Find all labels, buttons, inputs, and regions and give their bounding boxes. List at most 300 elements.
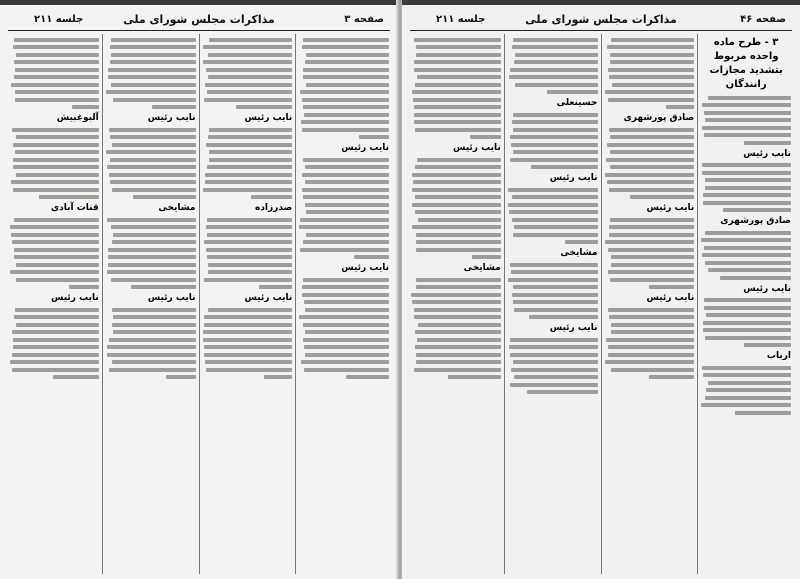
text-line — [304, 300, 389, 304]
text-line — [514, 375, 598, 379]
text-line — [508, 203, 597, 207]
text-line — [302, 98, 389, 102]
text-line — [608, 248, 695, 252]
text-line — [209, 128, 293, 132]
text-line — [300, 248, 389, 252]
text-line — [16, 173, 99, 177]
text-line — [416, 53, 501, 57]
text-line — [515, 53, 598, 57]
publication-title: مذاکرات مجلس شورای ملی — [123, 13, 275, 26]
text-line — [111, 278, 195, 282]
text-line — [414, 120, 501, 124]
text-line — [609, 315, 694, 319]
text-line — [513, 113, 598, 117]
text-line — [411, 293, 501, 297]
text-line — [418, 323, 501, 327]
text-line — [448, 375, 500, 379]
text-line — [702, 366, 791, 370]
text-line — [111, 225, 195, 229]
text-column — [295, 34, 392, 574]
text-line — [300, 90, 389, 94]
text-line — [417, 158, 501, 162]
text-line — [723, 208, 791, 212]
text-line — [609, 188, 694, 192]
text-line — [510, 135, 598, 139]
text-line — [514, 225, 597, 229]
text-line — [515, 83, 598, 87]
text-line — [11, 83, 99, 87]
text-line — [204, 323, 293, 327]
text-line — [608, 98, 694, 102]
text-line — [415, 83, 500, 87]
text-line — [472, 255, 501, 259]
text-line — [416, 45, 501, 49]
text-line — [13, 45, 99, 49]
text-line — [304, 113, 389, 117]
text-line — [205, 180, 292, 184]
text-line — [607, 180, 694, 184]
text-line — [111, 53, 195, 57]
text-line — [415, 165, 500, 169]
scan-edge — [402, 0, 800, 5]
text-line — [14, 315, 99, 319]
text-line — [510, 68, 598, 72]
text-line — [609, 75, 694, 79]
speaker-name: نایب رئیس — [341, 143, 389, 153]
speaker-name: نایب رئیس — [147, 113, 196, 123]
text-line — [609, 128, 694, 132]
text-line — [16, 323, 99, 327]
text-line — [302, 285, 389, 289]
text-line — [16, 53, 99, 57]
text-line — [508, 278, 597, 282]
speaker-name: مشایخی — [463, 263, 501, 273]
text-line — [513, 360, 598, 364]
text-line — [108, 248, 196, 252]
text-line — [510, 338, 597, 342]
text-line — [12, 128, 99, 132]
text-line — [113, 233, 196, 237]
text-line — [412, 90, 501, 94]
text-line — [610, 218, 694, 222]
text-line — [705, 118, 791, 122]
speaker-name: نایب رئیس — [147, 293, 196, 303]
text-line — [204, 315, 292, 319]
text-line — [611, 323, 694, 327]
text-line — [416, 360, 500, 364]
text-column — [102, 34, 199, 574]
text-line — [527, 390, 597, 394]
text-line — [509, 210, 597, 214]
text-line — [704, 298, 791, 302]
text-line — [414, 315, 500, 319]
text-line — [704, 133, 791, 137]
text-line — [303, 68, 389, 72]
text-line — [510, 263, 598, 267]
text-line — [107, 353, 196, 357]
text-line — [511, 270, 598, 274]
text-line — [702, 103, 791, 107]
text-line — [701, 238, 791, 242]
speaker-name: صدرزاده — [254, 203, 293, 213]
text-line — [513, 233, 597, 237]
text-line — [206, 248, 292, 252]
text-line — [512, 293, 597, 297]
text-line — [706, 388, 791, 392]
text-line — [305, 60, 389, 64]
text-line — [251, 195, 293, 199]
text-line — [513, 285, 598, 289]
text-line — [206, 68, 292, 72]
page-number: صفحه ۴۶ — [740, 14, 786, 25]
text-line — [112, 308, 196, 312]
text-line — [209, 158, 292, 162]
text-line — [720, 276, 791, 280]
text-line — [607, 45, 694, 49]
speaker-name: نایب رئیس — [549, 173, 598, 183]
speaker-name: نایب رئیس — [244, 293, 293, 303]
text-line — [305, 308, 389, 312]
text-line — [609, 233, 695, 237]
text-line — [209, 150, 292, 154]
text-line — [416, 278, 501, 282]
text-line — [112, 360, 196, 364]
text-line — [608, 308, 694, 312]
text-line — [208, 135, 292, 139]
speaker-name: نایب رئیس — [452, 143, 501, 153]
text-line — [744, 141, 791, 145]
speaker-name: نایب رئیس — [50, 293, 99, 303]
speaker-name: مشایخی — [560, 248, 598, 258]
text-line — [203, 338, 292, 342]
text-line — [510, 158, 597, 162]
text-line — [10, 360, 99, 364]
text-line — [106, 90, 195, 94]
text-line — [705, 396, 791, 400]
text-line — [413, 98, 501, 102]
left-page — [0, 0, 398, 579]
text-line — [16, 135, 99, 139]
text-line — [110, 45, 195, 49]
text-line — [531, 165, 598, 169]
text-line — [301, 120, 389, 124]
text-line — [705, 231, 791, 235]
text-line — [207, 165, 293, 169]
text-line — [305, 180, 389, 184]
text-line — [107, 345, 196, 349]
text-line — [414, 68, 501, 72]
text-line — [109, 368, 195, 372]
text-line — [110, 135, 196, 139]
text-columns — [6, 34, 392, 574]
text-line — [206, 143, 292, 147]
text-line — [208, 308, 293, 312]
text-line — [206, 225, 292, 229]
text-line — [16, 278, 99, 282]
text-line — [611, 263, 695, 267]
text-column — [199, 34, 296, 574]
text-line — [205, 173, 292, 177]
text-line — [704, 111, 791, 115]
text-line — [113, 330, 196, 334]
text-line — [412, 300, 500, 304]
text-line — [354, 255, 389, 259]
text-line — [302, 45, 389, 49]
text-line — [208, 75, 292, 79]
speaker-name: قنات آبادی — [50, 203, 99, 213]
text-line — [416, 240, 500, 244]
text-line — [205, 83, 292, 87]
text-line — [236, 105, 292, 109]
text-line — [703, 201, 791, 205]
text-line — [306, 83, 389, 87]
text-line — [203, 45, 292, 49]
text-line — [705, 178, 791, 182]
text-line — [704, 306, 791, 310]
text-line — [300, 218, 389, 222]
text-line — [412, 225, 501, 229]
text-line — [112, 240, 196, 244]
text-line — [305, 165, 389, 169]
text-line — [414, 38, 501, 42]
text-line — [610, 165, 695, 169]
session-number: جلسه ۲۱۱ — [436, 14, 486, 25]
text-line — [152, 105, 195, 109]
text-line — [110, 60, 195, 64]
text-line — [414, 105, 500, 109]
text-line — [13, 338, 99, 342]
text-line — [16, 263, 99, 267]
text-line — [108, 255, 196, 259]
text-line — [53, 375, 99, 379]
text-line — [649, 285, 694, 289]
text-line — [414, 308, 501, 312]
text-line — [306, 53, 389, 57]
text-line — [703, 193, 791, 197]
text-column — [408, 34, 504, 574]
text-line — [610, 53, 694, 57]
text-line — [109, 128, 196, 132]
text-line — [305, 330, 389, 334]
text-line — [611, 255, 694, 259]
text-line — [133, 195, 196, 199]
text-line — [612, 83, 695, 87]
text-line — [605, 240, 694, 244]
speaker-name: صادق پورشهری — [623, 113, 695, 123]
text-line — [508, 188, 597, 192]
text-line — [14, 255, 99, 259]
text-line — [112, 143, 195, 147]
text-line — [705, 186, 791, 190]
text-line — [15, 68, 99, 72]
text-line — [108, 68, 195, 72]
text-line — [414, 60, 501, 64]
text-line — [414, 368, 500, 372]
speaker-name: نایب رئیس — [743, 283, 791, 294]
text-line — [11, 180, 99, 184]
text-line — [209, 38, 292, 42]
text-line — [304, 345, 389, 349]
speaker-name: ارباب — [766, 351, 791, 361]
text-line — [744, 343, 791, 347]
text-line — [606, 158, 694, 162]
speaker-name: صادق پورشهری — [720, 216, 791, 226]
text-line — [14, 218, 99, 222]
speaker-name: نایب رئیس — [646, 203, 695, 213]
section-heading: ۳ - طرح ماده واحده مربوط بتشدید مجازات رانندگان — [709, 37, 783, 90]
text-line — [39, 195, 99, 199]
text-line — [112, 323, 195, 327]
speaker-name: نایب رئیس — [341, 263, 389, 273]
text-line — [264, 375, 292, 379]
text-line — [610, 278, 694, 282]
text-line — [649, 375, 694, 379]
text-line — [207, 233, 293, 237]
text-line — [303, 323, 389, 327]
text-line — [111, 83, 195, 87]
text-line — [304, 368, 389, 372]
text-line — [418, 218, 501, 222]
text-line — [10, 270, 99, 274]
text-line — [513, 128, 597, 132]
text-line — [565, 240, 598, 244]
text-line — [303, 278, 389, 282]
text-line — [303, 75, 389, 79]
text-line — [608, 353, 695, 357]
text-line — [306, 233, 389, 237]
text-line — [12, 353, 98, 357]
text-columns — [408, 34, 794, 574]
text-line — [703, 328, 791, 332]
text-line — [204, 278, 292, 282]
text-line — [12, 240, 99, 244]
text-line — [204, 240, 293, 244]
text-line — [417, 338, 501, 342]
speaker-name: نایب رئیس — [244, 113, 293, 123]
text-line — [15, 90, 99, 94]
text-line — [415, 330, 501, 334]
text-line — [305, 353, 389, 357]
text-line — [416, 285, 501, 289]
text-line — [701, 403, 791, 407]
text-column — [601, 34, 698, 574]
text-line — [606, 338, 694, 342]
text-line — [512, 120, 597, 124]
text-line — [412, 188, 501, 192]
speaker-name: نایب رئیس — [743, 148, 791, 159]
text-line — [205, 360, 292, 364]
speaker-name: نایب رئیس — [549, 323, 598, 333]
text-line — [359, 135, 389, 139]
text-line — [14, 60, 99, 64]
text-line — [702, 171, 791, 175]
text-line — [113, 98, 196, 102]
text-line — [416, 248, 500, 252]
text-line — [299, 315, 389, 319]
text-line — [513, 150, 597, 154]
text-line — [303, 158, 389, 162]
text-line — [203, 60, 292, 64]
text-line — [610, 150, 694, 154]
text-line — [107, 270, 196, 274]
text-line — [207, 90, 292, 94]
text-line — [702, 163, 792, 167]
speaker-name: حسینعلی — [556, 98, 598, 108]
text-line — [703, 321, 791, 325]
text-line — [611, 368, 694, 372]
text-column — [697, 34, 794, 574]
text-line — [15, 98, 99, 102]
text-line — [13, 143, 98, 147]
text-line — [509, 345, 597, 349]
text-line — [259, 285, 292, 289]
text-line — [705, 336, 791, 340]
text-line — [14, 248, 98, 252]
text-line — [303, 105, 389, 109]
text-line — [605, 360, 694, 364]
text-line — [299, 225, 389, 229]
text-line — [514, 60, 597, 64]
right-page — [402, 0, 800, 579]
text-line — [611, 38, 695, 42]
text-line — [605, 90, 694, 94]
text-line — [131, 285, 195, 289]
text-line — [607, 143, 694, 147]
text-line — [204, 345, 293, 349]
text-line — [301, 360, 389, 364]
text-line — [514, 308, 598, 312]
text-line — [702, 126, 791, 130]
text-line — [166, 375, 195, 379]
text-line — [706, 313, 791, 317]
text-line — [303, 338, 389, 342]
text-line — [204, 98, 292, 102]
text-line — [10, 225, 99, 229]
text-line — [111, 38, 196, 42]
text-line — [414, 113, 500, 117]
session-number: جلسه ۲۱۱ — [34, 14, 84, 25]
page-header — [8, 12, 390, 31]
text-line — [12, 330, 99, 334]
text-line — [14, 38, 99, 42]
text-line — [106, 150, 196, 154]
text-line — [107, 218, 196, 222]
text-line — [302, 173, 389, 177]
text-line — [415, 195, 501, 199]
text-line — [415, 210, 501, 214]
text-line — [302, 293, 389, 297]
text-line — [15, 150, 98, 154]
text-column — [504, 34, 601, 574]
scan-edge — [0, 0, 398, 5]
text-line — [608, 345, 694, 349]
text-line — [207, 255, 293, 259]
text-line — [708, 96, 791, 100]
text-line — [208, 270, 292, 274]
text-line — [513, 38, 597, 42]
text-line — [204, 353, 292, 357]
text-line — [529, 315, 597, 319]
text-line — [512, 195, 597, 199]
text-line — [511, 143, 597, 147]
text-line — [509, 75, 598, 79]
text-line — [610, 60, 694, 64]
text-line — [113, 315, 196, 319]
page-header — [410, 12, 792, 31]
text-line — [609, 225, 694, 229]
text-line — [511, 368, 598, 372]
text-line — [110, 180, 196, 184]
